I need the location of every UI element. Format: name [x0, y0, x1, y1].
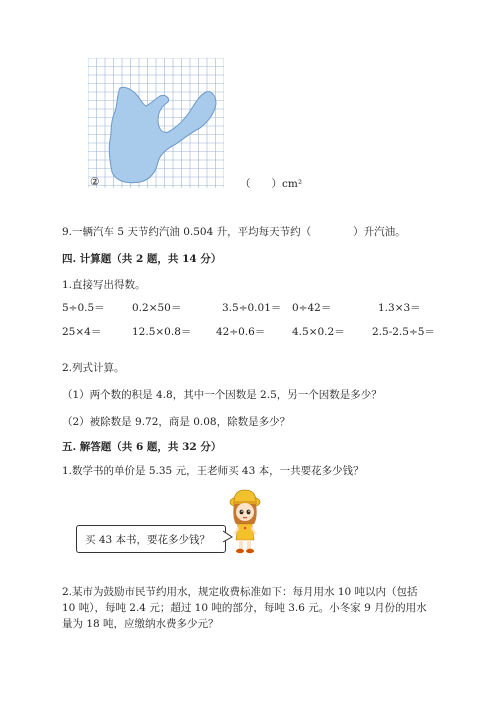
section-5-q1: 1.数学书的单价是 5.35 元，王老师买 43 本，一共要花多少钱？ [62, 465, 364, 477]
section-4-title: 四. 计算题（共 2 题，共 14 分） [62, 253, 222, 265]
section-4-q2-part2: （2）被除数是 9.72，商是 0.08，除数是多少？ [62, 416, 291, 428]
question-9: 9.一辆汽车 5 天节约汽油 0.504 升，平均每天节约（ ）升汽油。 [62, 226, 406, 238]
section-5-q2-line1: 2.某市为鼓励市民节约用水，规定收费标准如下：每月用水 10 吨以内（包括 [62, 586, 418, 598]
calc-item: 2.5-2.5÷5＝ [372, 326, 435, 338]
figure-label: ② [90, 176, 100, 188]
section-4-q2-title: 2.列式计算。 [62, 362, 125, 374]
section-5-q2-line3: 量为 18 吨，应缴纳水费多少元？ [62, 618, 219, 630]
grid-figure [88, 58, 224, 190]
area-answer-blank[interactable]: （ ）cm² [240, 178, 303, 190]
calc-item: 1.3×3＝ [378, 302, 421, 314]
calc-item: 12.5×0.8＝ [132, 326, 192, 338]
cartoon-girl-illustration [228, 488, 262, 556]
calc-item: 5÷0.5＝ [62, 302, 105, 314]
calc-item: 0.2×50＝ [132, 302, 182, 314]
section-4-q2-part1: （1）两个数的积是 4.8，其中一个因数是 2.5，另一个因数是多少？ [62, 389, 382, 401]
section-5-q2-line2: 10 吨），每吨 2.4 元；超过 10 吨的部分，每吨 3.6 元。小冬家 9 月份的用水 [62, 602, 427, 614]
calc-item: 25×4＝ [62, 326, 102, 338]
speech-text: 买 43 本书，要花多少钱？ [85, 534, 211, 546]
section-5-title: 五. 解答题（共 6 题，共 32 分） [62, 441, 222, 453]
speech-bubble [76, 525, 226, 553]
calc-item: 0÷42＝ [292, 302, 332, 314]
calc-item: 3.5÷0.01＝ [222, 302, 282, 314]
section-4-q1-title: 1.直接写出得数。 [62, 279, 146, 291]
calc-item: 4.5×0.2＝ [292, 326, 345, 338]
calc-item: 42÷0.6＝ [216, 326, 266, 338]
